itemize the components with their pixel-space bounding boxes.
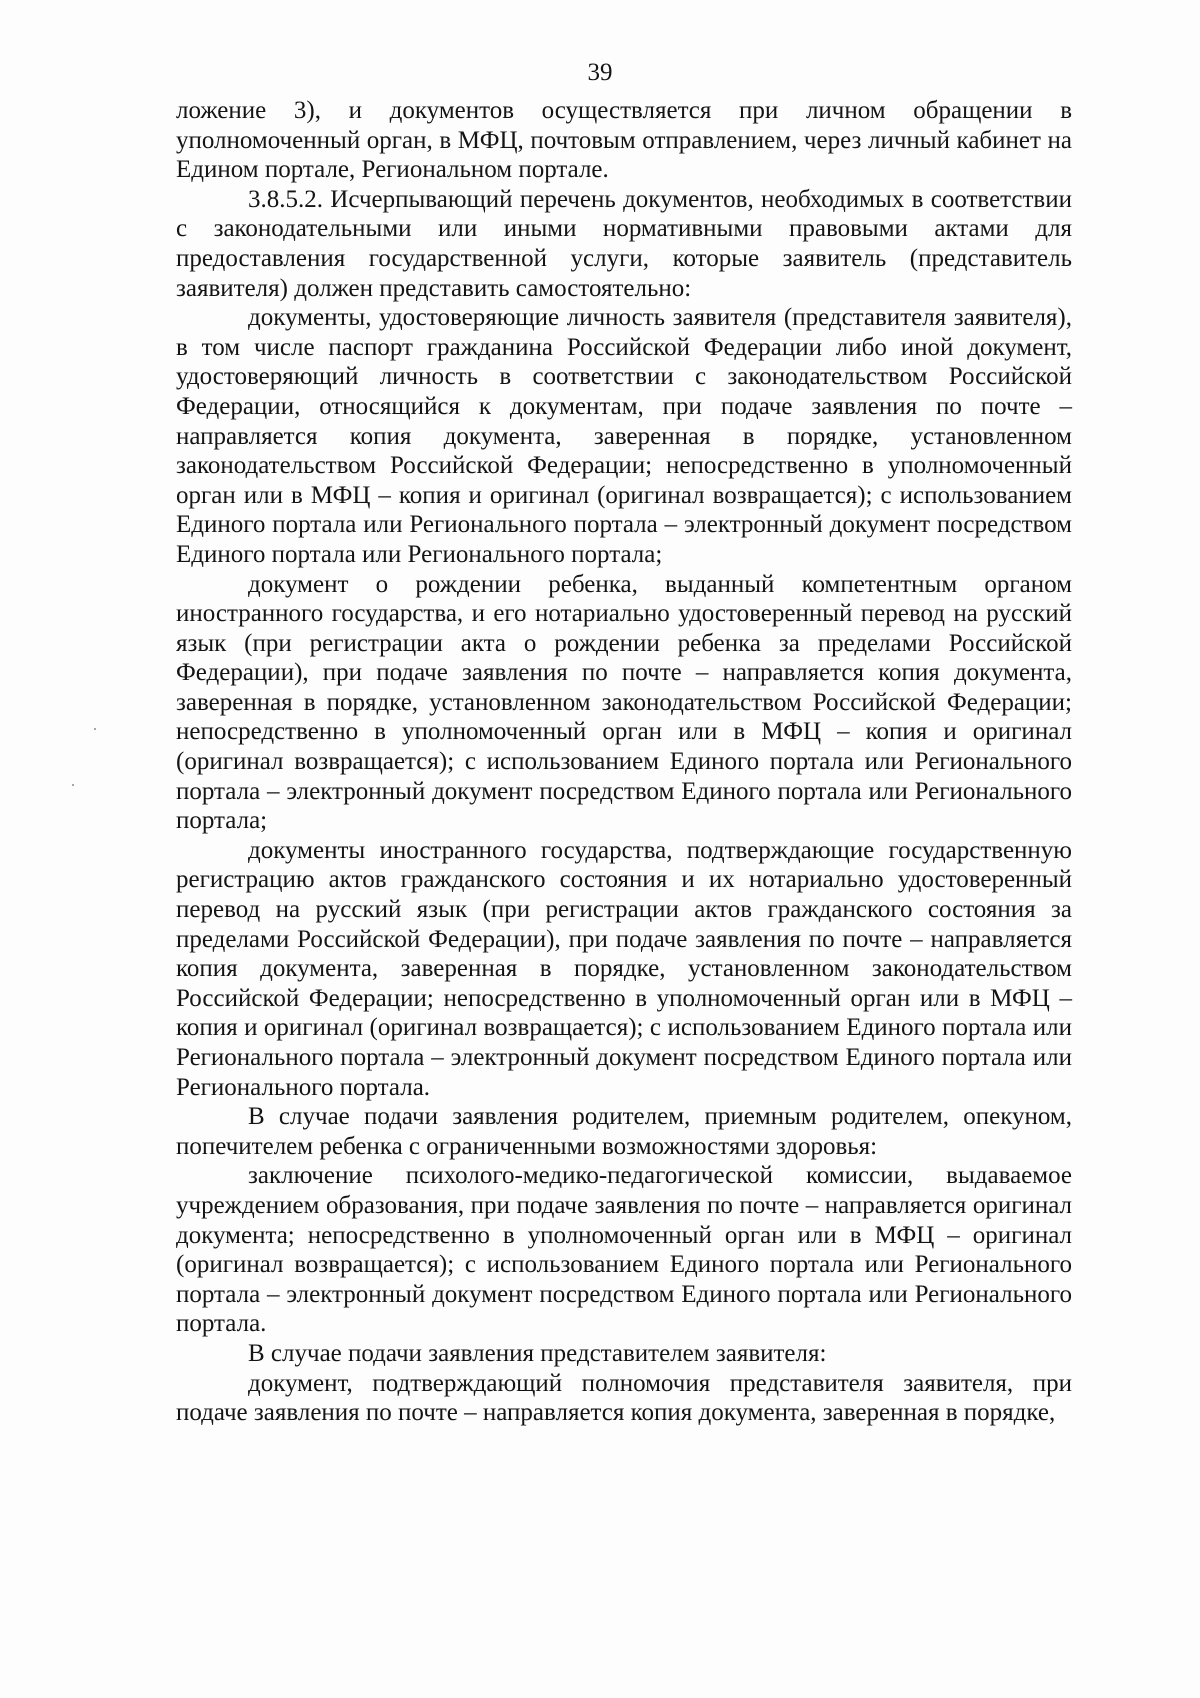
paragraph-birth-document: документ о рождении ребенка, выданный компетентным органом иностранного государства, и его нотариально удостоверенный перевод на русский язык (при регистрации акта о рождении ребенка за пределами Российской Федерации), при подаче заявления по почте – направляется копия документа, заверенная в порядке, установленном законодательством Российской Федерации; непосредственно в уполномоченный орган или в МФЦ – копия и оригинал (оригинал возвращается); с использованием Единого портала или Регионального портала – электронный документ посредством Единого портала или Регионального портала; bbox=[176, 570, 1072, 835]
paragraph-commission-conclusion: заключение психолого-медико-педагогической комиссии, выдаваемое учреждением образования, при подаче заявления по почте – направляется оригинал документа; непосредственно в уполномоченный орган или в МФЦ – оригинал (оригинал возвращается); с использованием Единого портала или Регионального портала – электронный документ посредством Единого портала или Регионального портала. bbox=[176, 1162, 1072, 1338]
paragraph-continuation: ложение 3), и документов осуществляется при личном обращении в уполномоченный орган, в МФЦ, почтовым отправлением, через личный кабинет на Едином портале, Региональном портале. bbox=[176, 97, 1072, 184]
paragraph-authority-document: документ, подтверждающий полномочия представителя заявителя, при подаче заявления по почте – направляется копия документа, заверенная в порядке, bbox=[176, 1369, 1072, 1427]
paragraph-identity-documents: документы, удостоверяющие личность заявителя (представителя заявителя), в том числе паспорт гражданина Российской Федерации либо иной документ, удостоверяющий личность в соответствии с законодательством Российской Федерации, относящийся к документам, при подаче заявления по почте – направляется копия документа, заверенная в порядке, установленном законодательством Российской Федерации; непосредственно в уполномоченный орган или в МФЦ – копия и оригинал (оригинал возвращается); с использованием Единого портала или Регионального портала – электронный документ посредством Единого портала или Регионального портала; bbox=[176, 304, 1072, 568]
document-body bbox=[176, 96, 1072, 1428]
paragraph-3-8-5-2: 3.8.5.2. Исчерпывающий перечень документов, необходимых в соответствии с законодательными или иными нормативными правовыми актами для предоставления государственной услуги, которые заявитель (представитель заявителя) должен представить самостоятельно: bbox=[176, 185, 1072, 302]
paragraph-foreign-documents: документы иностранного государства, подтверждающие государственную регистрацию актов гражданского состояния и их нотариально удостоверенный перевод на русский язык (при регистрации актов гражданского состояния за пределами Российской Федерации), при подаче заявления по почте – направляется копия документа, заверенная в порядке, установленном законодательством Российской Федерации; непосредственно в уполномоченный орган или в МФЦ – копия и оригинал (оригинал возвращается); с использованием Единого портала или Регионального портала – электронный документ посредством Единого портала или Регионального портала. bbox=[176, 836, 1072, 1101]
paragraph-representative-case: В случае подачи заявления представителем заявителя: bbox=[248, 1339, 827, 1367]
page-number: 39 bbox=[587, 59, 613, 86]
paragraph-limited-health-case: В случае подачи заявления родителем, приемным родителем, опекуном, попечителем ребенка с ограниченными возможностями здоровья: bbox=[176, 1103, 1072, 1160]
scan-speck bbox=[72, 784, 74, 786]
scan-speck bbox=[94, 728, 96, 730]
